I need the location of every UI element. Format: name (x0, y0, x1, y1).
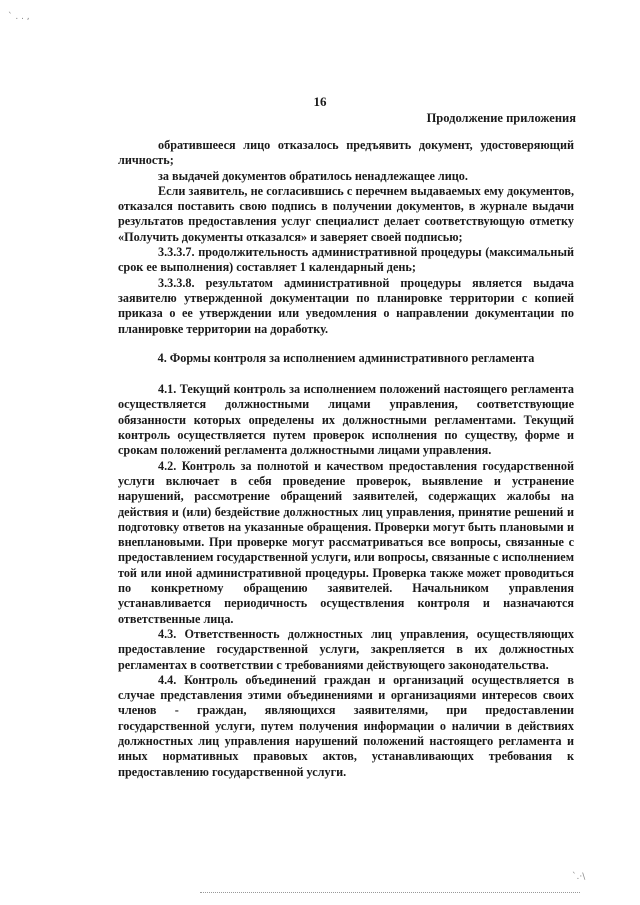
footer-divider (200, 892, 580, 893)
section-paragraph: 4.2. Контроль за полнотой и качеством предоставления государственной услуги включает в себя проведение проверок, выявление и устранение нарушений, рассмотрение обращений заявителей, содержащих жалобы на действия и (или) бездействие должностных лиц управления, принятие решений и подготовку ответов на указанные обращения. Проверки могут быть плановыми и внеплановыми. При проверке могут рассматриваться все вопросы, связанные с предоставлением государственной услуги, или вопросы, связанные с исполнением той или иной административной процедуры. Проверка также может проводиться по конкретному обращению заявителей. Начальником управления устанавливается периодичность осуществления контроля и назначаются ответственные лица. (118, 458, 574, 626)
scan-corner-mark-bottom: `.·\ (572, 872, 586, 882)
document-body (118, 138, 574, 780)
scan-corner-mark: ` . . , (8, 12, 30, 22)
paragraph: обратившееся лицо отказалось предъявить документ, удостоверяющий личность; (118, 138, 574, 168)
paragraph: 3.3.3.8. результатом административной процедуры является выдача заявителю утвержденной документации по планировке территории с копией приказа о ее утверждении или уведомления о направлении документации по планировке территории на доработку. (118, 275, 574, 336)
paragraph: 3.3.3.7. продолжительность административной процедуры (максимальный срок ее выполнения) составляет 1 календарный день; (118, 245, 574, 275)
header-note: Продолжение приложения (426, 111, 576, 125)
section-paragraph: 4.3. Ответственность должностных лиц управления, осуществляющих предоставление государственной услуги, закрепляется в их должностных регламентах в соответствии с требованиями действующего законодательства. (118, 626, 574, 672)
paragraph: Если заявитель, не согласившись с перечнем выдаваемых ему документов, отказался поставить свою подпись в получении документов, в журнале выдачи результатов предоставления услуг специалист делает соответствующую отметку «Получить документы отказался» и заверяет своей подписью; (118, 183, 574, 244)
page-number: 16 (313, 94, 327, 109)
section-heading: 4. Формы контроля за исполнением административного регламента (157, 350, 535, 365)
section-paragraph: 4.4. Контроль объединений граждан и организаций осуществляется в случае представления этими объединениями и организациями интересов своих членов - граждан, являющихся заявителями, при предоставлении государственной услуги, путем получения информации о наличии в действиях должностных лиц управления нарушений положений настоящего регламента и иных нормативных правовых актов, устанавливающих требования к предоставлению государственной услуги. (118, 672, 574, 779)
section-paragraph: 4.1. Текущий контроль за исполнением положений настоящего регламента осуществляется должностными лицами управления, соответствующие обязанности которых определены их должностными регламентами. Текущий контроль осуществляется путем проверок исполнения по существу, форме и срокам положений регламента должностными лицами управления. (118, 382, 574, 458)
paragraph: за выдачей документов обратилось ненадлежащее лицо. (158, 168, 468, 183)
